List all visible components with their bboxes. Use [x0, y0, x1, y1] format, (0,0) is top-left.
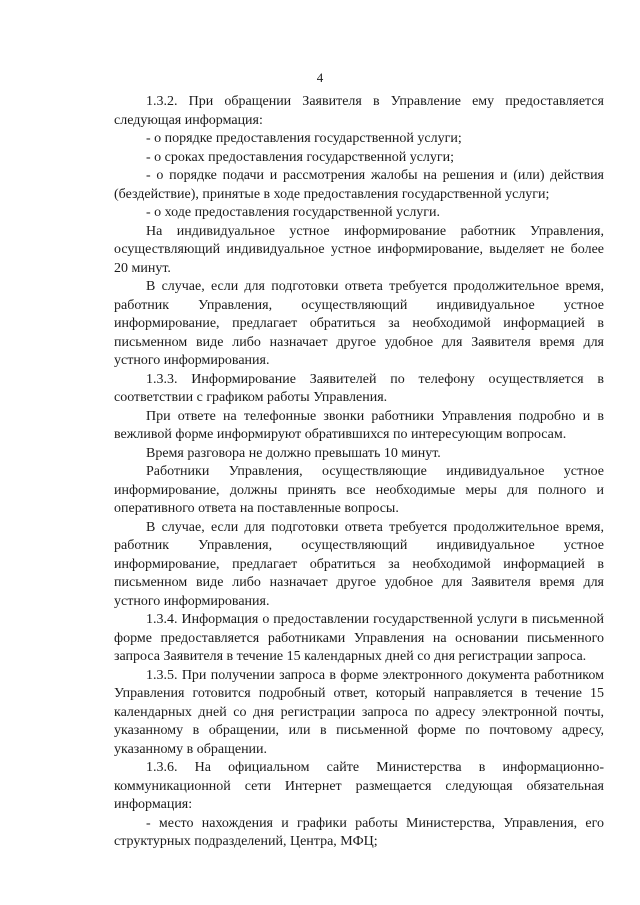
paragraph-1-3-2: 1.3.2. При обращении Заявителя в Управление ему предоставляется следующая информация: [114, 94, 604, 128]
list-item-complaints: - о порядке подачи и рассмотрения жалобы на решения и (или) действия (бездействие), принятые в ходе предоставления государственной услуги; [114, 168, 604, 202]
paragraph-employees-measures: Работники Управления, осуществляющие индивидуальное устное информирование, должны принять все необходимые меры для полного и оперативного ответа на поставленные вопросы. [114, 464, 604, 516]
paragraph-oral-informing: На индивидуальное устное информирование работник Управления, осуществляющий индивидуальное устное информирование, выделяет не более 20 минут. [114, 223, 604, 276]
paragraph-1-3-6: 1.3.6. На официальном сайте Министерства в информационно-коммуникационной сети Интернет размещается следующая обязательная информация: [114, 760, 604, 812]
paragraph-1-3-4: 1.3.4. Информация о предоставлении государственной услуги в письменной форме предоставляется работниками Управления на основании письменного запроса Заявителя в течение 15 календарных дней со дня регистрации запроса. [114, 612, 604, 664]
paragraph-call-duration: Время разговора не должно превышать 10 минут. [146, 445, 441, 461]
list-item-terms: - о сроках предоставления государственной услуги; [146, 149, 455, 165]
paragraph-long-answer-repeat: В случае, если для подготовки ответа требуется продолжительное время, работник Управления, осуществляющий индивидуальное устное информирование, предлагает обратиться за необходимой информацией в письменном виде либо назначает другое удобное для Заявителя время для устного информирования. [114, 519, 604, 609]
paragraph-phone-calls: При ответе на телефонные звонки работники Управления подробно и в вежливой форме информируют обратившихся по интересующим вопросам. [114, 408, 604, 442]
list-item-procedure: - о порядке предоставления государственной услуги; [146, 131, 462, 146]
paragraph-long-answer: В случае, если для подготовки ответа требуется продолжительное время, работник Управления, осуществляющий индивидуальное устное информирование, предлагает обратиться за необходимой информацией в письменном виде либо назначает другое удобное для Заявителя время для устного информирования. [114, 279, 604, 368]
paragraph-1-3-3: 1.3.3. Информирование Заявителей по телефону осуществляется в соответствии с графиком работы Управления. [114, 371, 604, 405]
list-item-progress: - о ходе предоставления государственной услуги. [146, 205, 441, 220]
paragraph-1-3-5: 1.3.5. При получении запроса в форме электронного документа работником Управления готовится подробный ответ, который направляется в течение 15 календарных дней со дня регистрации запроса по адресу электронной почты, указанному в обращении, или в письменной форме по почтовому адресу, указанному в обращении. [114, 667, 604, 757]
list-item-locations: - место нахождения и графики работы Министерства, Управления, его структурных подразделений, Центра, МФЦ; [114, 815, 604, 849]
page-number: 4 [316, 70, 324, 85]
document-body [114, 93, 604, 852]
